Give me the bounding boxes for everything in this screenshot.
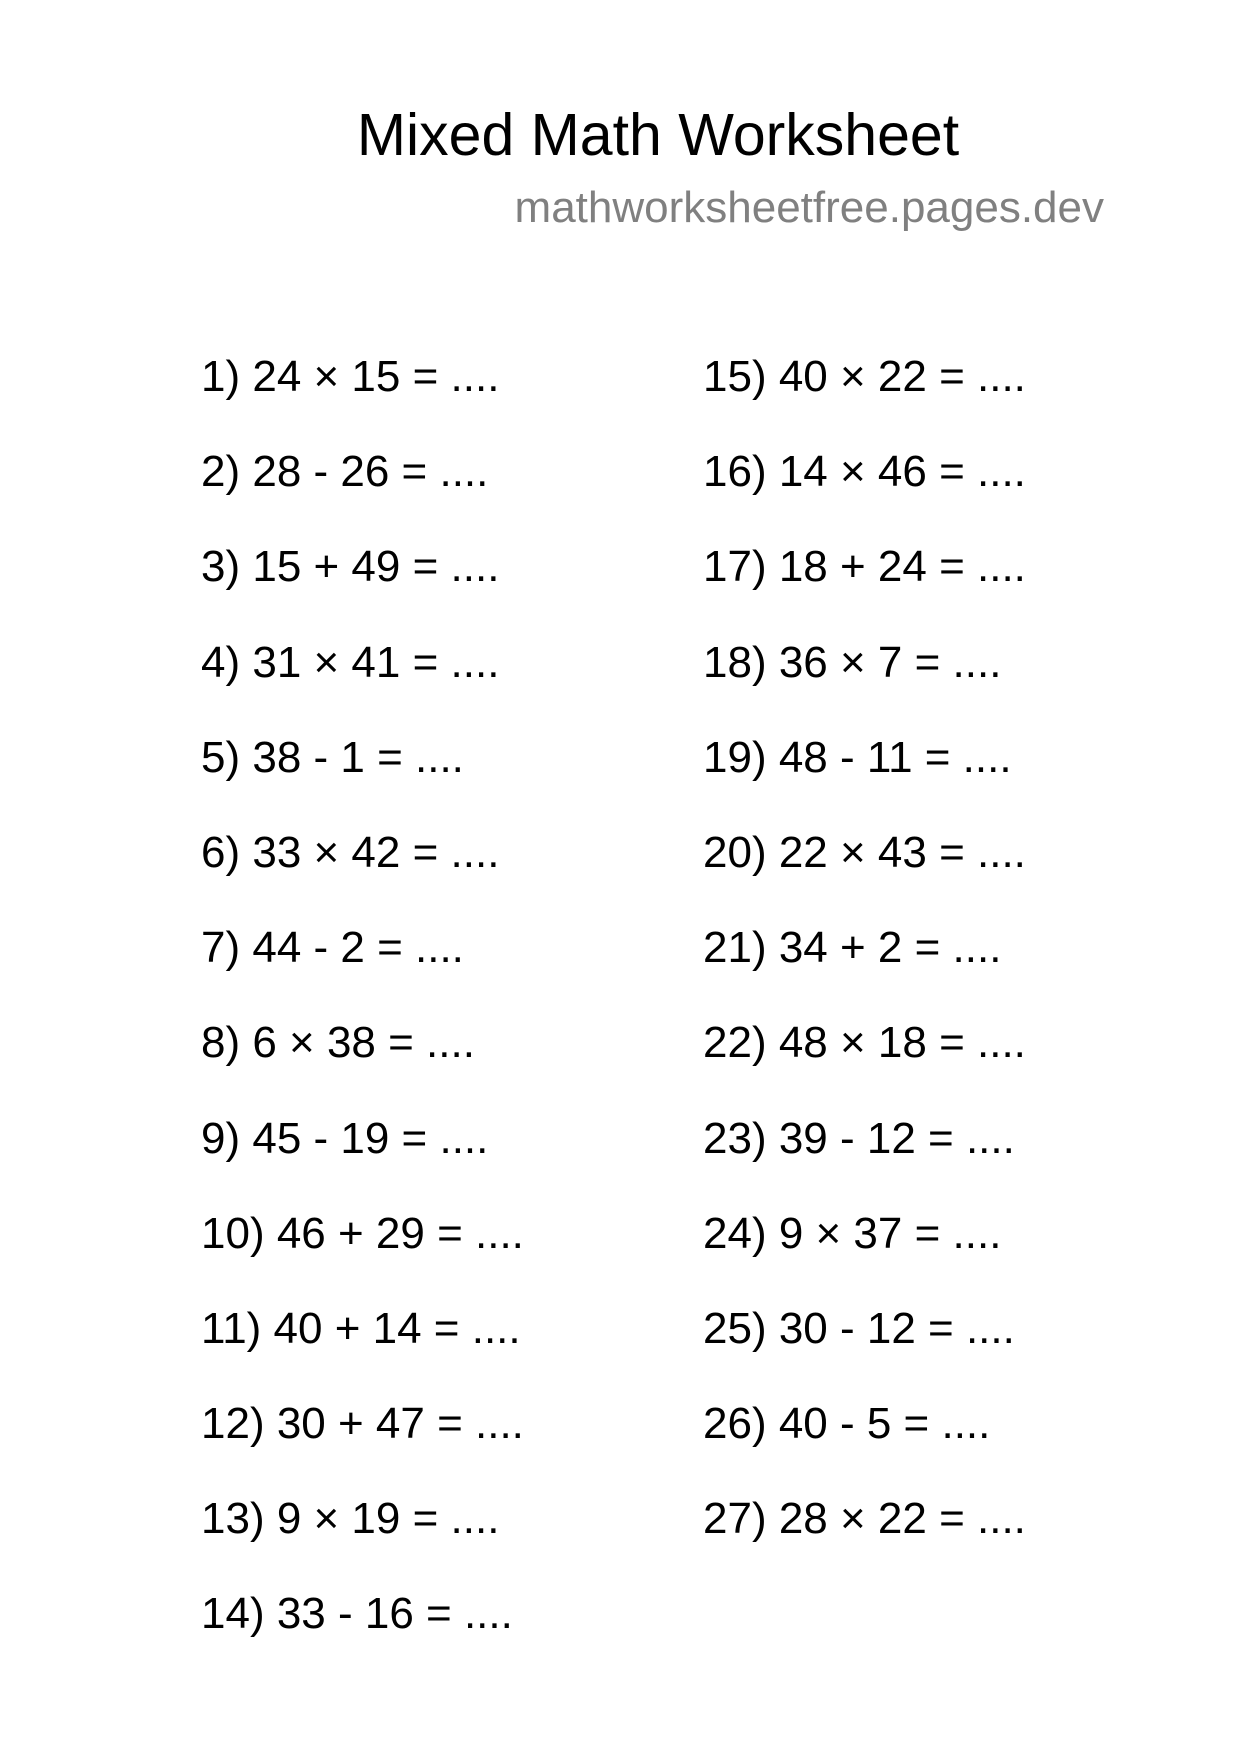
problem-item: 27) 28 × 22 = .... — [703, 1494, 1026, 1544]
problem-item: 15) 40 × 22 = .... — [703, 352, 1026, 401]
problem-item: 4) 31 × 41 = .... — [201, 637, 500, 687]
problems-column-right — [703, 350, 1026, 1587]
problems-column-left — [201, 350, 524, 1683]
problem-item: 3) 15 + 49 = .... — [201, 542, 500, 592]
problem-item: 9) 45 - 19 = .... — [201, 1113, 489, 1163]
problem-item: 1) 24 × 15 = .... — [201, 352, 500, 401]
problem-item: 16) 14 × 46 = .... — [703, 447, 1026, 497]
problem-item: 23) 39 - 12 = .... — [703, 1113, 1015, 1163]
problem-item: 6) 33 × 42 = .... — [201, 827, 500, 877]
problem-item: 22) 48 × 18 = .... — [703, 1018, 1026, 1068]
problem-item: 8) 6 × 38 = .... — [201, 1018, 475, 1068]
problem-item: 12) 30 + 47 = .... — [201, 1399, 524, 1449]
problem-item: 21) 34 + 2 = .... — [703, 923, 1002, 973]
problem-item: 20) 22 × 43 = .... — [703, 827, 1026, 877]
problem-item: 26) 40 - 5 = .... — [703, 1399, 991, 1449]
problem-item: 11) 40 + 14 = .... — [201, 1303, 521, 1353]
problem-item: 14) 33 - 16 = .... — [201, 1589, 513, 1639]
problem-item: 13) 9 × 19 = .... — [201, 1494, 500, 1544]
problem-item: 24) 9 × 37 = .... — [703, 1208, 1002, 1258]
problem-item: 18) 36 × 7 = .... — [703, 637, 1002, 687]
problem-item: 10) 46 + 29 = .... — [201, 1208, 524, 1258]
worksheet-title: Mixed Math Worksheet — [356, 102, 960, 168]
site-link[interactable]: mathworksheetfree.pages.dev — [514, 183, 1104, 232]
problem-item: 5) 38 - 1 = .... — [201, 732, 464, 782]
problem-item: 19) 48 - 11 = .... — [703, 732, 1012, 782]
problem-item: 2) 28 - 26 = .... — [201, 447, 489, 497]
problem-item: 25) 30 - 12 = .... — [703, 1303, 1015, 1353]
problem-item: 7) 44 - 2 = .... — [201, 923, 464, 973]
problem-item: 17) 18 + 24 = .... — [703, 542, 1026, 592]
